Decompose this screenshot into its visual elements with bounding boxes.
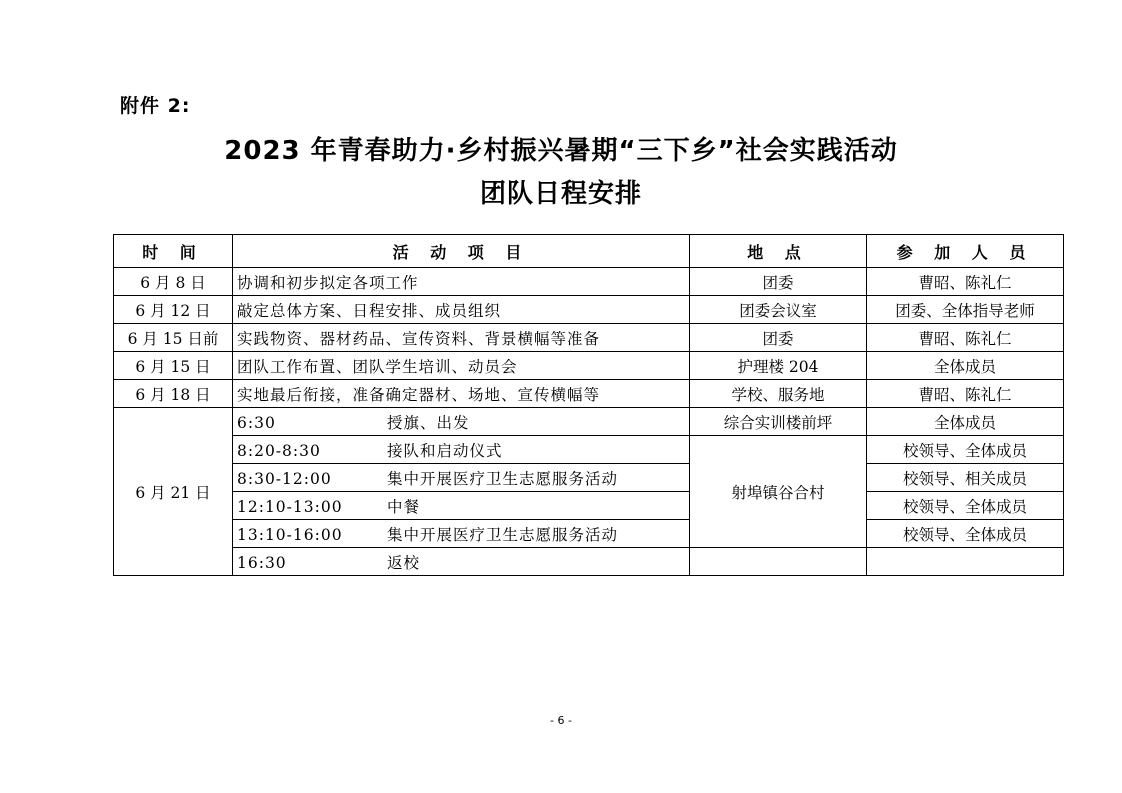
schedule-activity: 返校 [387,553,421,572]
header-time: 时 间 [114,235,233,268]
activity-cell [233,492,690,520]
schedule-time: 13:10-16:00 [237,525,343,544]
header-people: 参 加 人 员 [867,235,1064,268]
people-cell: 曹昭、陈礼仁 [867,268,1064,296]
people-cell: 校领导、相关成员 [867,464,1064,492]
header-activity: 活 动 项 目 [233,235,690,268]
activity-cell: 协调和初步拟定各项工作 [233,268,690,296]
schedule-time: 16:30 [237,553,287,572]
schedule-time: 6:30 [237,413,276,432]
table-row [114,296,1064,324]
schedule-time: 8:20-8:30 [237,441,321,460]
people-cell: 曹昭、陈礼仁 [867,380,1064,408]
schedule-activity: 授旗、出发 [387,413,470,432]
document-subtitle: 团队日程安排 [479,179,642,209]
time-cell: 6 月 15 日 [114,352,233,380]
table-row [114,324,1064,352]
table-row [114,380,1064,408]
table-row [114,492,1064,520]
place-cell: 综合实训楼前坪 [690,408,867,436]
time-cell: 6 月 12 日 [114,296,233,324]
activity-cell: 团队工作布置、团队学生培训、动员会 [233,352,690,380]
time-cell: 6 月 8 日 [114,268,233,296]
document-title: 2023 年青春助力·乡村振兴暑期“三下乡”社会实践活动 [224,136,898,166]
page-number: - 6 - [550,714,572,727]
people-cell: 校领导、全体成员 [867,436,1064,464]
people-cell: 曹昭、陈礼仁 [867,324,1064,352]
table-row [114,268,1064,296]
schedule-activity: 中餐 [387,497,421,516]
activity-cell: 敲定总体方案、日程安排、成员组织 [233,296,690,324]
schedule-table [113,234,1064,576]
activity-cell [233,436,690,464]
time-cell: 6 月 15 日前 [114,324,233,352]
people-cell [867,548,1064,576]
place-cell: 护理楼 204 [690,352,867,380]
activity-cell: 实践物资、器材药品、宣传资料、背景横幅等准备 [233,324,690,352]
schedule-time: 8:30-12:00 [237,469,332,488]
activity-cell [233,464,690,492]
schedule-time: 12:10-13:00 [237,497,343,516]
place-cell: 团委 [690,324,867,352]
header-place: 地 点 [690,235,867,268]
time-cell: 6 月 18 日 [114,380,233,408]
table-row [114,408,1064,436]
table-row [114,436,1064,464]
activity-cell: 实地最后衔接，准备确定器材、场地、宣传横幅等 [233,380,690,408]
table-row [114,464,1064,492]
people-cell: 团委、全体指导老师 [867,296,1064,324]
place-cell-village: 射埠镇谷合村 [690,436,867,548]
place-cell: 团委会议室 [690,296,867,324]
people-cell: 全体成员 [867,352,1064,380]
people-cell: 校领导、全体成员 [867,492,1064,520]
people-cell: 校领导、全体成员 [867,520,1064,548]
table-row [114,352,1064,380]
schedule-activity: 集中开展医疗卫生志愿服务活动 [387,469,619,488]
table-row [114,548,1064,576]
place-cell: 学校、服务地 [690,380,867,408]
activity-cell [233,520,690,548]
table-row [114,520,1064,548]
table-header-row [114,235,1064,268]
people-cell: 全体成员 [867,408,1064,436]
place-cell: 团委 [690,268,867,296]
schedule-activity: 集中开展医疗卫生志愿服务活动 [387,525,619,544]
schedule-activity: 接队和启动仪式 [387,441,503,460]
activity-cell [233,408,690,436]
date-cell-june21: 6 月 21 日 [114,408,233,576]
attachment-label: 附件 2: [120,95,191,117]
place-cell-empty [690,548,867,576]
activity-cell [233,548,690,576]
